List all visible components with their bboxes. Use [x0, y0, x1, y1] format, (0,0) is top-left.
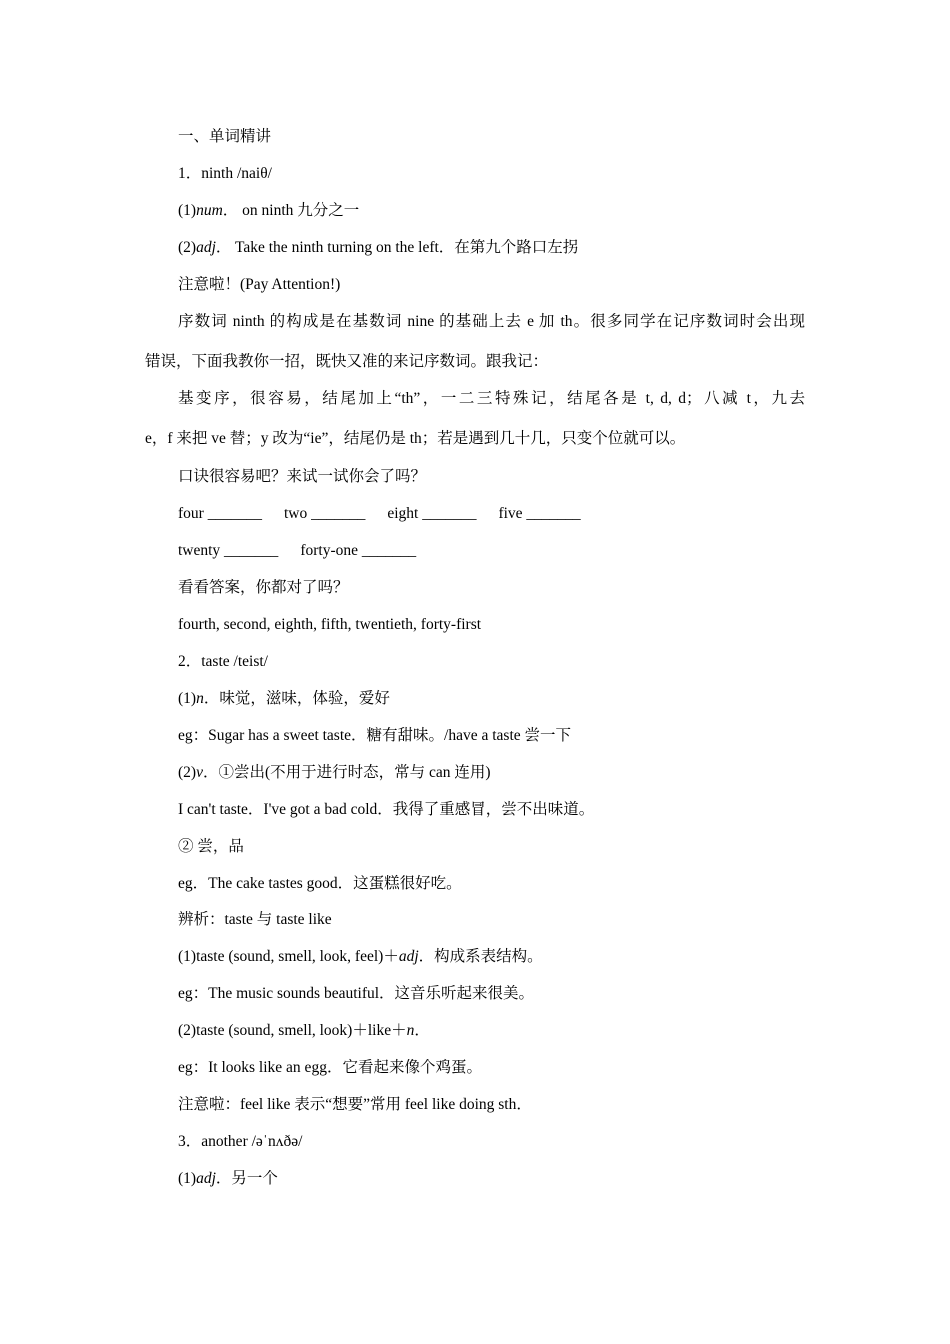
sense-number: (1) [178, 1170, 197, 1187]
part-of-speech: adj [398, 948, 419, 965]
section-heading: 一、单词精讲 [178, 128, 272, 145]
rule-line [178, 1021, 430, 1041]
sense-number: (1) [178, 202, 197, 219]
exercise-blank: two _______ [283, 505, 366, 522]
subsense-line: ② 尝，品 [178, 838, 244, 855]
example-line: eg：The music sounds beautiful．这音乐听起来很美。 [178, 985, 535, 1002]
definition-text: ．另一个 [215, 1170, 278, 1187]
sense-number: (2) [178, 239, 197, 256]
exercise-row [178, 504, 581, 524]
note-line: 注意啦：feel like 表示“想要”常用 feel like doing sth． [178, 1096, 532, 1113]
paragraph-line: 序数词 ninth 的构成是在基数词 nine 的基础上去 e 加 th。很多同学在记序数词时会出现 [178, 313, 805, 330]
part-of-speech: n [406, 1022, 415, 1039]
comparison-heading: 辨析：taste 与 taste like [178, 911, 332, 928]
example-line: eg．The cake tastes good．这蛋糕很好吃。 [178, 875, 462, 892]
definition-line [178, 689, 390, 709]
example-line: eg：Sugar has a sweet taste．糖有甜味。/have a taste 尝一下 [178, 727, 572, 744]
rule-text: (2)taste (sound, smell, look)＋like＋ [178, 1022, 407, 1039]
definition-line [178, 238, 578, 258]
rule-text: (1)taste (sound, smell, look, feel)＋ [178, 948, 399, 965]
rule-line [178, 947, 543, 967]
exercise-prompt: 口诀很容易吧？来试一试你会了吗？ [178, 468, 427, 485]
exercise-row [178, 541, 416, 561]
mnemonic-line: e，f 来把 ve 替；y 改为“ie”，结尾仍是 th；若是遇到几十几，只变个位就可以。 [145, 430, 686, 447]
part-of-speech: adj [196, 1170, 216, 1187]
word-entry-ninth: 1．ninth /naiθ/ [178, 165, 272, 182]
definition-line [178, 1169, 278, 1189]
exercise-blank: eight _______ [387, 505, 477, 522]
definition-text: ． on ninth 九分之一 [222, 202, 360, 219]
rule-text: ． [414, 1022, 430, 1039]
definition-line [178, 201, 359, 221]
example-line: eg：It looks like an egg．它看起来像个鸡蛋。 [178, 1059, 482, 1076]
exercise-blank: five _______ [498, 505, 581, 522]
definition-text: ．味觉，滋味，体验，爱好 [203, 690, 390, 707]
part-of-speech: n [196, 690, 204, 707]
example-line: I can't taste．I've got a bad cold．我得了重感冒，尝不出味道。 [178, 801, 595, 818]
paragraph-line: 错误，下面我教你一招，既快又准的来记序数词。跟我记： [145, 353, 549, 370]
note-heading: 注意啦！(Pay Attention!) [178, 276, 341, 293]
word-entry-another: 3．another /əˈnʌðə/ [178, 1133, 303, 1150]
answers-heading: 看看答案，你都对了吗？ [178, 579, 349, 596]
part-of-speech: num [196, 202, 223, 219]
answers-line: fourth, second, eighth, fifth, twentieth, forty-first [178, 616, 482, 633]
exercise-blank: forty-one _______ [300, 542, 417, 559]
sense-number: (2) [178, 764, 197, 781]
part-of-speech: adj [196, 239, 216, 256]
rule-text: ．构成系表结构。 [418, 948, 543, 965]
definition-text: ．①尝出(不用于进行时态，常与 can 连用) [202, 764, 491, 781]
mnemonic-line: 基变序，很容易，结尾加上“th”，一二三特殊记，结尾各是 t, d, d；八减 t，九去 [178, 390, 805, 407]
part-of-speech: v [196, 764, 203, 781]
exercise-blank: twenty _______ [178, 542, 279, 559]
definition-text: ． Take the ninth turning on the left．在第九个路口左拐 [215, 239, 579, 256]
word-entry-taste: 2．taste /teist/ [178, 653, 268, 670]
exercise-blank: four _______ [178, 505, 262, 522]
definition-line [178, 763, 491, 783]
sense-number: (1) [178, 690, 197, 707]
